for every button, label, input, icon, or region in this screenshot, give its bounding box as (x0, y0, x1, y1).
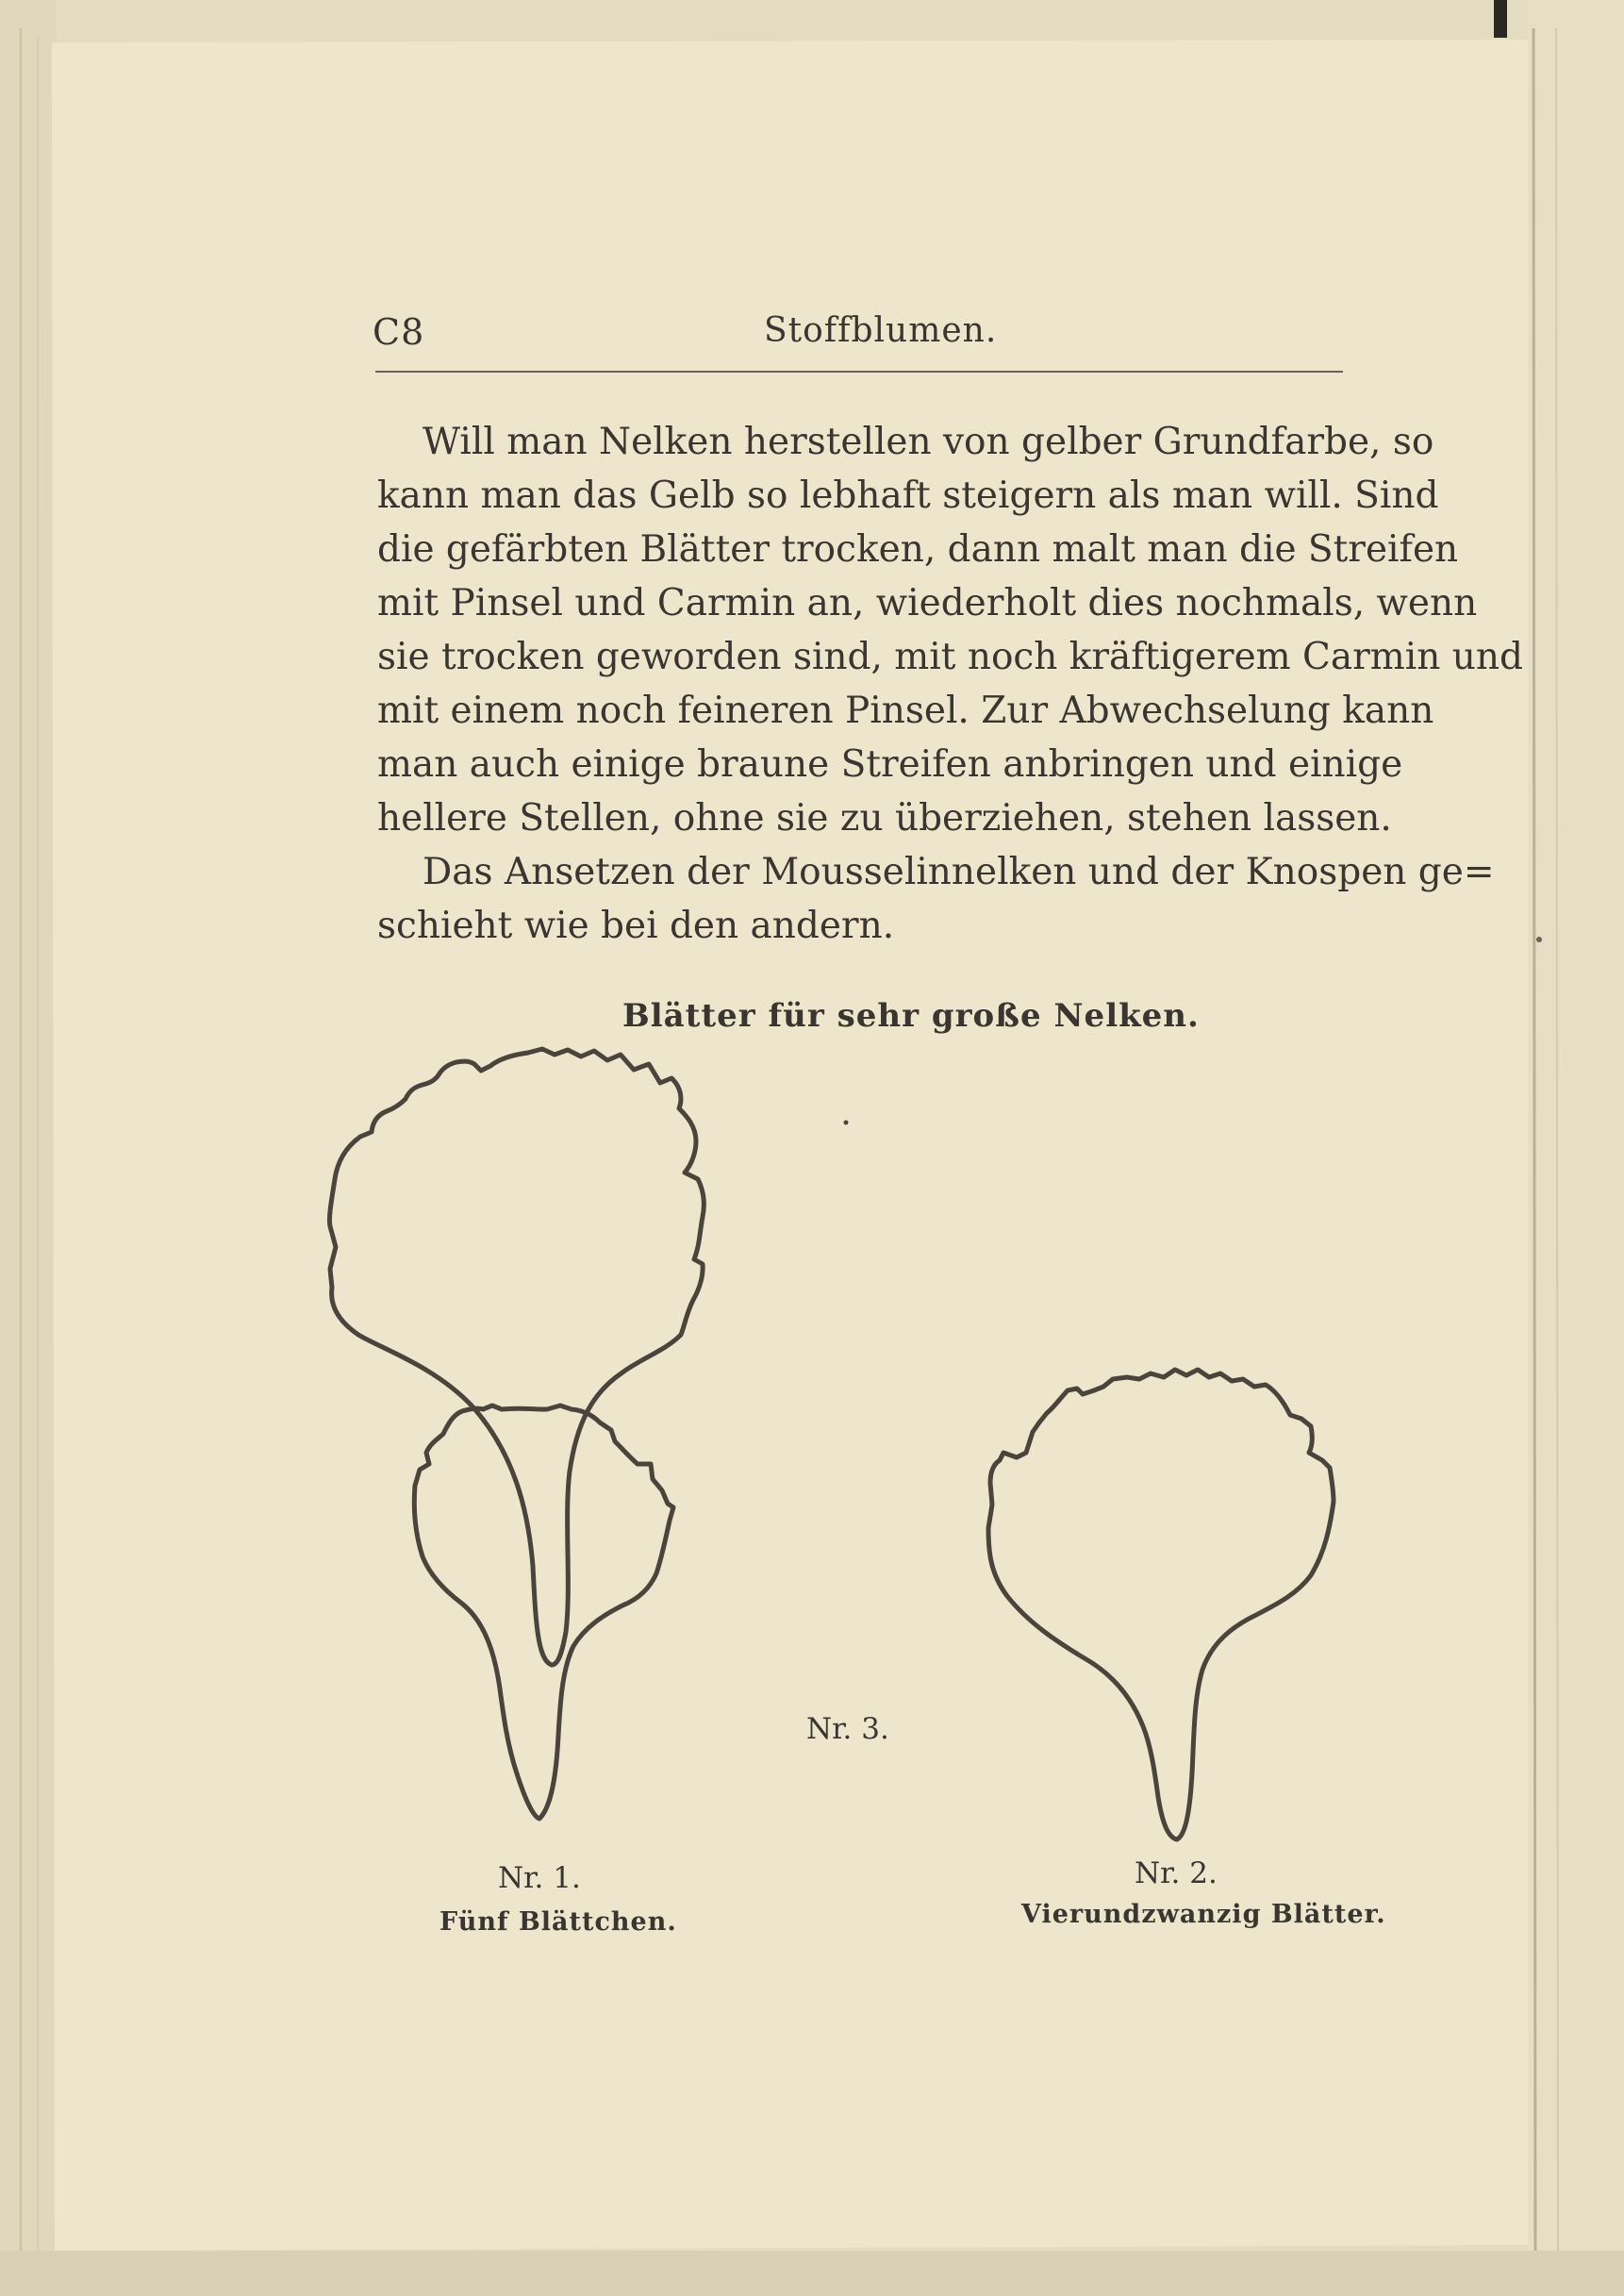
text-line: mit Pinsel und Carmin an, wiederholt dies nochmals, wenn (377, 582, 1478, 624)
petal-nr-2-outline (988, 1370, 1334, 1839)
text-line: mit einem noch feineren Pinsel. Zur Abwechselung kann (377, 690, 1434, 732)
text-line: kann man das Gelb so lebhaft steigern als man will. Sind (377, 474, 1439, 517)
ink-speck (844, 1121, 849, 1125)
petal-nr-2-label: Nr. 2. (1135, 1856, 1218, 1890)
text-line: hellere Stellen, ohne sie zu überziehen, stehen lassen. (377, 797, 1392, 840)
petal-nr-1-label: Nr. 1. (498, 1861, 581, 1895)
page-number: C8 (373, 311, 425, 353)
ink-speck (1536, 937, 1542, 942)
petal-nr-1-caption: Fünf Blättchen. (439, 1907, 677, 1937)
text-line: man auch einige braune Streifen anbringen und einige (377, 743, 1403, 786)
petal-nr-2-caption: Vierundzwanzig Blätter. (1021, 1900, 1386, 1929)
running-title: Stoffblumen. (764, 311, 998, 350)
text-line: sie trocken geworden sind, mit noch kräftigerem Carmin und (377, 636, 1523, 678)
text-line: Das Ansetzen der Mousselinnelken und der Knospen ge= (423, 851, 1495, 893)
text-line: schieht wie bei den andern. (377, 905, 895, 947)
petal-nr-3-label: Nr. 3. (806, 1712, 889, 1746)
text-line: Will man Nelken herstellen von gelber Grundfarbe, so (423, 421, 1434, 463)
text-line: die gefärbten Blätter trocken, dann malt man die Streifen (377, 528, 1459, 571)
petal-nr-1-outline (414, 1406, 673, 1819)
petal-nr-3-outline (329, 1049, 704, 1665)
figure-title: Blätter für sehr große Nelken. (622, 997, 1200, 1035)
